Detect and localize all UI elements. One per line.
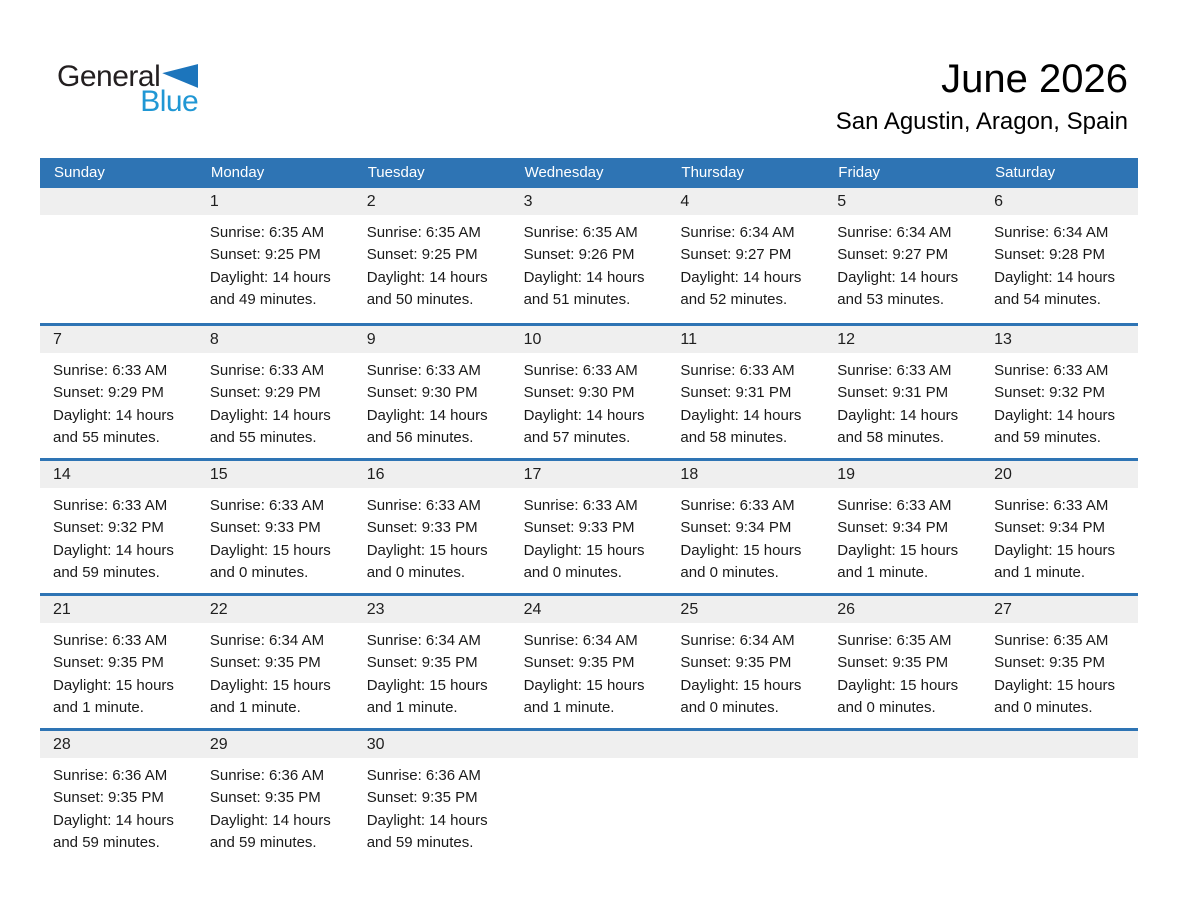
sunset-text: Sunset: 9:34 PM <box>680 519 792 537</box>
calendar-table <box>40 158 1138 863</box>
day-number-band: 15 <box>197 461 354 488</box>
sunrise-text: Sunrise: 6:35 AM <box>523 224 638 241</box>
day-cell-body <box>981 623 1138 720</box>
day-number-band: 3 <box>511 188 668 215</box>
day-cell-body <box>981 758 1138 765</box>
day-number-band: 24 <box>511 596 668 623</box>
day-cell-11 <box>667 326 824 458</box>
sunset-text: Sunset: 9:28 PM <box>994 246 1106 264</box>
sunset-text: Sunset: 9:34 PM <box>994 519 1106 537</box>
day-cell-5 <box>824 188 981 323</box>
daylight-text: Daylight: 14 hours and 57 minutes. <box>523 406 645 447</box>
sunrise-text: Sunrise: 6:36 AM <box>53 767 168 784</box>
sunset-text: Sunset: 9:35 PM <box>366 789 478 807</box>
day-cell-body <box>667 623 824 720</box>
day-cell-body <box>511 353 668 450</box>
daylight-text: Daylight: 14 hours and 59 minutes. <box>209 811 331 852</box>
daylight-text: Daylight: 15 hours and 1 minute. <box>837 541 959 582</box>
daylight-text: Daylight: 15 hours and 0 minutes. <box>837 676 959 717</box>
general-blue-logo <box>57 62 198 116</box>
sunrise-text: Sunrise: 6:34 AM <box>680 224 795 241</box>
sunset-text: Sunset: 9:33 PM <box>366 519 478 537</box>
daylight-text: Daylight: 14 hours and 56 minutes. <box>366 406 488 447</box>
day-number-band: 22 <box>197 596 354 623</box>
sunrise-text: Sunrise: 6:33 AM <box>53 497 168 514</box>
day-number-band: 19 <box>824 461 981 488</box>
day-cell-body <box>824 215 981 312</box>
sunrise-text: Sunrise: 6:33 AM <box>837 362 952 379</box>
daylight-text: Daylight: 15 hours and 1 minute. <box>994 541 1116 582</box>
sunset-text: Sunset: 9:29 PM <box>209 384 321 402</box>
day-number-band: 12 <box>824 326 981 353</box>
day-cell-body <box>511 215 668 312</box>
sunrise-text: Sunrise: 6:35 AM <box>366 224 481 241</box>
sunrise-text: Sunrise: 6:33 AM <box>523 362 638 379</box>
day-cell-body <box>40 353 197 450</box>
day-number-band: 7 <box>40 326 197 353</box>
day-cell-17 <box>511 461 668 593</box>
sunset-text: Sunset: 9:27 PM <box>837 246 949 264</box>
daylight-text: Daylight: 14 hours and 55 minutes. <box>53 406 174 447</box>
day-number-band: 27 <box>981 596 1138 623</box>
daylight-text: Daylight: 15 hours and 0 minutes. <box>523 541 645 582</box>
day-cell-body <box>824 623 981 720</box>
sunset-text: Sunset: 9:29 PM <box>53 384 164 402</box>
sunrise-text: Sunrise: 6:33 AM <box>523 497 638 514</box>
sunrise-text: Sunrise: 6:34 AM <box>680 632 795 649</box>
day-cell-body <box>981 353 1138 450</box>
location-subtitle: San Agustin, Aragon, Spain <box>835 108 1128 135</box>
day-number-band: 14 <box>40 461 197 488</box>
day-cell-body <box>354 353 511 450</box>
sunrise-text: Sunrise: 6:35 AM <box>209 224 325 241</box>
day-cell-24 <box>511 596 668 728</box>
day-cell-body <box>40 215 197 222</box>
sunrise-text: Sunrise: 6:36 AM <box>366 767 481 784</box>
sunset-text: Sunset: 9:35 PM <box>366 654 478 672</box>
day-cell-body <box>354 623 511 720</box>
day-number-band: 28 <box>40 731 197 758</box>
day-cell-2 <box>354 188 511 323</box>
weekday-header-thursday: Thursday <box>681 164 744 181</box>
sunrise-text: Sunrise: 6:33 AM <box>680 362 795 379</box>
day-number-band: 17 <box>511 461 668 488</box>
day-cell-body <box>824 488 981 585</box>
sunrise-text: Sunrise: 6:36 AM <box>209 767 325 784</box>
day-cell-body <box>40 623 197 720</box>
week-row-1 <box>40 188 1138 323</box>
day-cell-30 <box>354 731 511 863</box>
day-cell-12 <box>824 326 981 458</box>
day-cell-16 <box>354 461 511 593</box>
day-cell-body <box>197 758 354 855</box>
sunrise-text: Sunrise: 6:34 AM <box>523 632 638 649</box>
day-number-band: 23 <box>354 596 511 623</box>
day-number-band: 11 <box>667 326 824 353</box>
day-cell-body <box>824 758 981 765</box>
day-number-band: 2 <box>354 188 511 215</box>
logo-text-general: General <box>57 60 161 93</box>
week-row-5 <box>40 728 1138 863</box>
daylight-text: Daylight: 15 hours and 0 minutes. <box>680 541 802 582</box>
weekday-header-sunday: Sunday <box>54 164 105 181</box>
day-number-band: 20 <box>981 461 1138 488</box>
day-number-band: 6 <box>981 188 1138 215</box>
sunrise-text: Sunrise: 6:33 AM <box>837 497 952 514</box>
daylight-text: Daylight: 14 hours and 58 minutes. <box>837 406 959 447</box>
daylight-text: Daylight: 15 hours and 0 minutes. <box>366 541 488 582</box>
weekday-header-row <box>40 158 1138 188</box>
week-row-3 <box>40 458 1138 593</box>
page-top-area <box>0 0 1188 158</box>
day-number-band <box>511 731 668 758</box>
day-cell-13 <box>981 326 1138 458</box>
sunset-text: Sunset: 9:30 PM <box>523 384 635 402</box>
day-cell-4 <box>667 188 824 323</box>
day-cell-6 <box>981 188 1138 323</box>
day-cell-body <box>197 623 354 720</box>
daylight-text: Daylight: 15 hours and 1 minute. <box>209 676 331 717</box>
calendar-grid <box>40 188 1138 863</box>
daylight-text: Daylight: 15 hours and 1 minute. <box>366 676 488 717</box>
day-number-band: 1 <box>197 188 354 215</box>
day-cell-body <box>667 488 824 585</box>
daylight-text: Daylight: 14 hours and 59 minutes. <box>994 406 1116 447</box>
day-cell-body <box>667 758 824 765</box>
sunset-text: Sunset: 9:30 PM <box>366 384 478 402</box>
week-row-4 <box>40 593 1138 728</box>
daylight-text: Daylight: 15 hours and 1 minute. <box>53 676 174 717</box>
day-number-band: 8 <box>197 326 354 353</box>
empty-day-cell <box>511 731 668 863</box>
weekday-header-tuesday: Tuesday <box>367 164 425 181</box>
day-number-band: 30 <box>354 731 511 758</box>
day-cell-body <box>197 215 354 312</box>
empty-day-cell <box>40 188 197 323</box>
sunset-text: Sunset: 9:31 PM <box>680 384 792 402</box>
sunset-text: Sunset: 9:35 PM <box>209 654 321 672</box>
sunset-text: Sunset: 9:35 PM <box>53 789 164 807</box>
day-number-band: 26 <box>824 596 981 623</box>
day-cell-28 <box>40 731 197 863</box>
day-cell-23 <box>354 596 511 728</box>
day-cell-body <box>511 488 668 585</box>
day-cell-body <box>40 758 197 855</box>
day-cell-20 <box>981 461 1138 593</box>
day-number-band <box>667 731 824 758</box>
day-cell-9 <box>354 326 511 458</box>
day-cell-body <box>354 488 511 585</box>
day-cell-15 <box>197 461 354 593</box>
daylight-text: Daylight: 14 hours and 59 minutes. <box>53 811 174 852</box>
daylight-text: Daylight: 14 hours and 59 minutes. <box>366 811 488 852</box>
day-cell-body <box>511 758 668 765</box>
empty-day-cell <box>824 731 981 863</box>
sunset-text: Sunset: 9:35 PM <box>523 654 635 672</box>
sunrise-text: Sunrise: 6:33 AM <box>209 362 325 379</box>
day-number-band: 18 <box>667 461 824 488</box>
sunrise-text: Sunrise: 6:34 AM <box>209 632 325 649</box>
sunset-text: Sunset: 9:35 PM <box>53 654 164 672</box>
day-number-band: 5 <box>824 188 981 215</box>
sunset-text: Sunset: 9:34 PM <box>837 519 949 537</box>
weekday-header-wednesday: Wednesday <box>524 164 604 181</box>
daylight-text: Daylight: 14 hours and 58 minutes. <box>680 406 802 447</box>
day-number-band: 10 <box>511 326 668 353</box>
day-number-band: 9 <box>354 326 511 353</box>
sunrise-text: Sunrise: 6:33 AM <box>53 362 168 379</box>
sunrise-text: Sunrise: 6:33 AM <box>680 497 795 514</box>
sunrise-text: Sunrise: 6:33 AM <box>366 497 481 514</box>
daylight-text: Daylight: 15 hours and 0 minutes. <box>680 676 802 717</box>
sunrise-text: Sunrise: 6:33 AM <box>994 497 1109 514</box>
day-cell-27 <box>981 596 1138 728</box>
day-cell-25 <box>667 596 824 728</box>
day-number-band: 4 <box>667 188 824 215</box>
day-cell-22 <box>197 596 354 728</box>
sunrise-text: Sunrise: 6:34 AM <box>366 632 481 649</box>
sunset-text: Sunset: 9:25 PM <box>209 246 321 264</box>
day-number-band <box>824 731 981 758</box>
day-cell-body <box>197 353 354 450</box>
sunrise-text: Sunrise: 6:33 AM <box>994 362 1109 379</box>
daylight-text: Daylight: 14 hours and 52 minutes. <box>680 268 802 309</box>
day-number-band: 29 <box>197 731 354 758</box>
daylight-text: Daylight: 14 hours and 54 minutes. <box>994 268 1116 309</box>
day-cell-body <box>197 488 354 585</box>
week-row-2 <box>40 323 1138 458</box>
daylight-text: Daylight: 14 hours and 50 minutes. <box>366 268 488 309</box>
sunset-text: Sunset: 9:33 PM <box>209 519 321 537</box>
daylight-text: Daylight: 14 hours and 55 minutes. <box>209 406 331 447</box>
daylight-text: Daylight: 14 hours and 49 minutes. <box>209 268 331 309</box>
daylight-text: Daylight: 14 hours and 59 minutes. <box>53 541 174 582</box>
day-cell-3 <box>511 188 668 323</box>
sunset-text: Sunset: 9:35 PM <box>837 654 949 672</box>
sunset-text: Sunset: 9:25 PM <box>366 246 478 264</box>
sunset-text: Sunset: 9:26 PM <box>523 246 635 264</box>
day-cell-29 <box>197 731 354 863</box>
daylight-text: Daylight: 15 hours and 1 minute. <box>523 676 645 717</box>
day-number-band <box>40 188 197 215</box>
daylight-text: Daylight: 14 hours and 53 minutes. <box>837 268 959 309</box>
sunset-text: Sunset: 9:31 PM <box>837 384 949 402</box>
sunrise-text: Sunrise: 6:34 AM <box>994 224 1109 241</box>
day-cell-26 <box>824 596 981 728</box>
day-cell-body <box>667 353 824 450</box>
title-block <box>836 55 1138 136</box>
day-cell-body <box>981 215 1138 312</box>
sunset-text: Sunset: 9:32 PM <box>994 384 1106 402</box>
day-cell-body <box>981 488 1138 585</box>
day-number-band: 16 <box>354 461 511 488</box>
sunset-text: Sunset: 9:35 PM <box>994 654 1106 672</box>
weekday-header-monday: Monday <box>210 164 265 181</box>
day-cell-18 <box>667 461 824 593</box>
weekday-header-saturday: Saturday <box>995 164 1056 181</box>
day-cell-7 <box>40 326 197 458</box>
day-cell-1 <box>197 188 354 323</box>
day-cell-19 <box>824 461 981 593</box>
sunrise-text: Sunrise: 6:35 AM <box>837 632 952 649</box>
day-cell-14 <box>40 461 197 593</box>
day-number-band: 25 <box>667 596 824 623</box>
sunset-text: Sunset: 9:35 PM <box>209 789 321 807</box>
day-cell-21 <box>40 596 197 728</box>
weekday-header-friday: Friday <box>838 164 880 181</box>
daylight-text: Daylight: 15 hours and 0 minutes. <box>209 541 331 582</box>
day-cell-10 <box>511 326 668 458</box>
sunrise-text: Sunrise: 6:33 AM <box>53 632 168 649</box>
logo-text-blue: Blue <box>140 85 199 118</box>
day-cell-body <box>40 488 197 585</box>
empty-day-cell <box>667 731 824 863</box>
day-cell-body <box>354 215 511 312</box>
day-number-band: 13 <box>981 326 1138 353</box>
day-cell-body <box>354 758 511 855</box>
sunrise-text: Sunrise: 6:35 AM <box>994 632 1109 649</box>
sunrise-text: Sunrise: 6:33 AM <box>209 497 325 514</box>
daylight-text: Daylight: 15 hours and 0 minutes. <box>994 676 1116 717</box>
sunrise-text: Sunrise: 6:33 AM <box>366 362 481 379</box>
sunset-text: Sunset: 9:32 PM <box>53 519 164 537</box>
day-cell-body <box>824 353 981 450</box>
empty-day-cell <box>981 731 1138 863</box>
day-cell-body <box>667 215 824 312</box>
daylight-text: Daylight: 14 hours and 51 minutes. <box>523 268 645 309</box>
month-title: June 2026 <box>941 57 1128 101</box>
day-cell-8 <box>197 326 354 458</box>
day-cell-body <box>511 623 668 720</box>
sunset-text: Sunset: 9:27 PM <box>680 246 792 264</box>
sunrise-text: Sunrise: 6:34 AM <box>837 224 952 241</box>
sunset-text: Sunset: 9:33 PM <box>523 519 635 537</box>
sunset-text: Sunset: 9:35 PM <box>680 654 792 672</box>
day-number-band: 21 <box>40 596 197 623</box>
day-number-band <box>981 731 1138 758</box>
